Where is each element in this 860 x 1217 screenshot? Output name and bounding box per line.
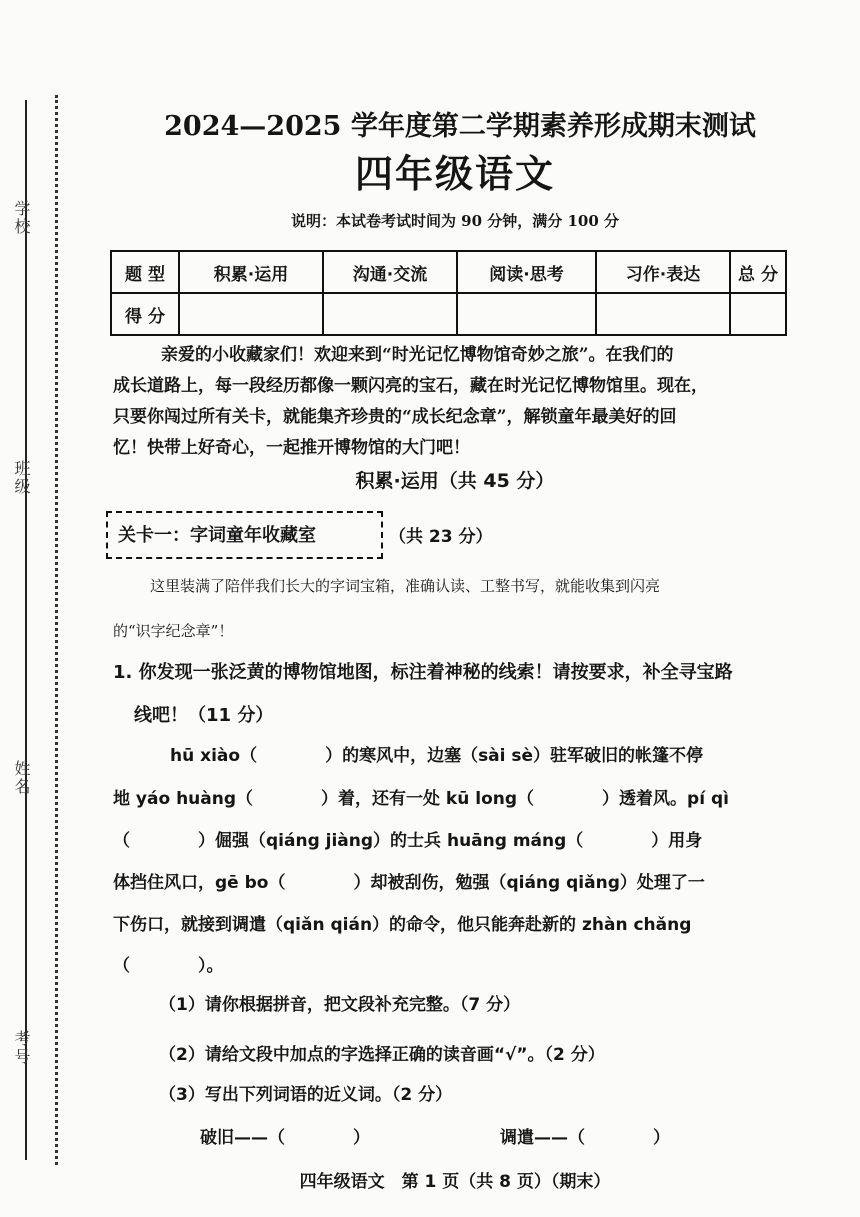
intro-line: 成长道路上，每一段经历都像一颗闪亮的宝石，藏在时光记忆博物馆里。现在， (113, 376, 708, 396)
binding-label-class: 班级 (12, 460, 31, 496)
level-points: （共 23 分） (389, 527, 493, 547)
table-cell: 总 分 (730, 251, 786, 293)
synonym-item[interactable]: 破旧——（ ） (200, 1128, 370, 1148)
table-cell: 习作·表达 (596, 251, 730, 293)
score-input-cell[interactable] (323, 293, 457, 335)
score-table (110, 250, 787, 336)
score-entry-row (111, 293, 786, 335)
table-cell: 沟通·交流 (323, 251, 457, 293)
binding-label-id: 考号 (12, 1030, 31, 1066)
score-input-cell[interactable] (457, 293, 596, 335)
table-cell: 题 型 (111, 251, 179, 293)
level-intro-line: 这里装满了陪伴我们长大的字词宝箱，准确认读、工整书写，就能收集到闪亮 (150, 577, 661, 595)
table-cell: 得 分 (111, 293, 179, 335)
passage-line: 体挡住风口，gē bo（ ）却被刮伤，勉强（qiáng qiǎng）处理了一 (113, 873, 705, 893)
passage-line: 下伤口，就接到调遣（qiǎn qián）的命令，他只能奔赴新的 zhàn chǎng (113, 915, 692, 935)
passage-line: hū xiào（ ）的寒风中，边塞（sài sè）驻军破旧的帐篷不停 (170, 746, 704, 766)
passage-line: 地 yáo huàng（ ）着，还有一处 kū long（ ）透着风。pí qì (113, 789, 729, 809)
question-1-line: 线吧！（11 分） (134, 705, 274, 726)
level-title: 关卡一：字词童年收藏室 (118, 525, 316, 546)
table-cell: 阅读·思考 (457, 251, 596, 293)
score-input-cell[interactable] (730, 293, 786, 335)
exam-title: 2024—2025 学年度第二学期素养形成期末测试 (164, 111, 756, 142)
exam-note: 说明：本试卷考试时间为 90 分钟，满分 100 分 (290, 212, 620, 230)
passage-line: （ ）。 (113, 956, 224, 976)
passage-line: （ ）倔强（qiáng jiàng）的士兵 huāng máng（ ）用身 (113, 831, 703, 851)
score-input-cell[interactable] (596, 293, 730, 335)
section-title: 积累·运用（共 45 分） (355, 470, 555, 492)
page-footer: 四年级语文 第 1 页（共 8 页）（期末） (299, 1172, 611, 1192)
synonym-item[interactable]: 调遣——（ ） (500, 1128, 670, 1148)
binding-label-school: 学校 (12, 200, 31, 236)
sub-question-3: （3）写出下列词语的近义词。（2 分） (159, 1085, 453, 1105)
intro-line: 亲爱的小收藏家们！欢迎来到“时光记忆博物馆奇妙之旅”。在我们的 (161, 345, 674, 365)
table-cell: 积累·运用 (179, 251, 323, 293)
level-intro-line: 的“识字纪念章”！ (113, 622, 234, 640)
score-header-row (111, 251, 786, 293)
binding-label-name: 姓名 (12, 760, 31, 796)
intro-paragraph (113, 340, 793, 464)
sub-question-2: （2）请给文段中加点的字选择正确的读音画“√”。（2 分） (159, 1045, 605, 1065)
intro-line: 忆！快带上好奇心，一起推开博物馆的大门吧！ (113, 438, 470, 458)
binding-line (25, 100, 27, 1160)
subject-title: 四年级语文 (354, 152, 555, 196)
sub-question-1: （1）请你根据拼音，把文段补充完整。（7 分） (159, 995, 521, 1015)
intro-line: 只要你闯过所有关卡，就能集齐珍贵的“成长纪念章”，解锁童年最美好的回 (113, 407, 677, 427)
question-1-line: 1. 你发现一张泛黄的博物馆地图，标注着神秘的线索！请按要求，补全寻宝路 (113, 662, 733, 683)
dotted-cut-line (55, 95, 58, 1165)
score-input-cell[interactable] (179, 293, 323, 335)
